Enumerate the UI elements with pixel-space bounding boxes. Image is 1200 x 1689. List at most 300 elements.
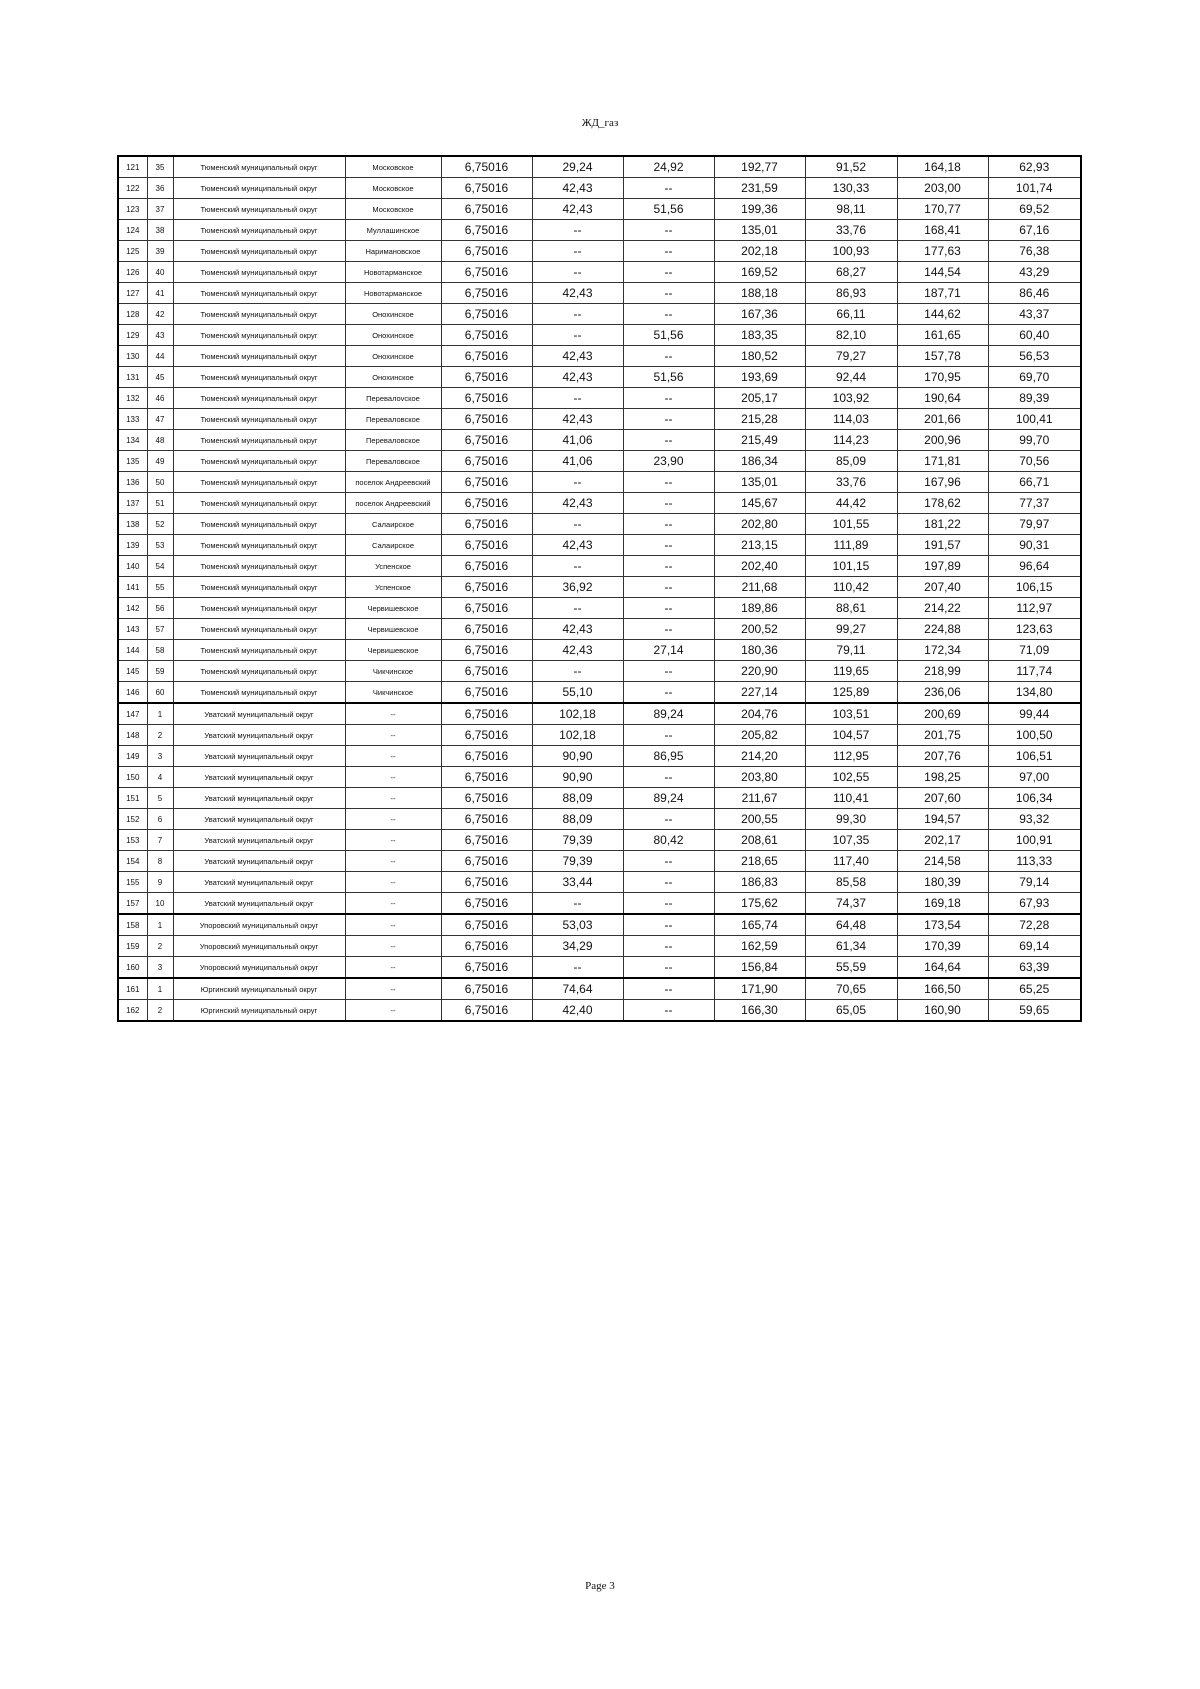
value-cell: --	[623, 978, 714, 1000]
municipality-cell: Тюменский муниципальный округ	[173, 304, 345, 325]
row-number-cell: 3	[147, 746, 173, 767]
value-cell: 98,11	[805, 199, 897, 220]
value-cell: --	[623, 893, 714, 915]
value-cell: 168,41	[897, 220, 988, 241]
row-index-cell: 146	[118, 682, 147, 704]
value-cell: 51,56	[623, 367, 714, 388]
value-cell: 42,43	[532, 178, 623, 199]
value-cell: 6,75016	[441, 262, 532, 283]
settlement-cell: Червишевское	[345, 619, 441, 640]
value-cell: 166,50	[897, 978, 988, 1000]
value-cell: --	[623, 577, 714, 598]
table-row	[118, 619, 1081, 640]
value-cell: 202,80	[714, 514, 805, 535]
settlement-cell: Новотарманское	[345, 262, 441, 283]
value-cell: 79,39	[532, 851, 623, 872]
value-cell: 170,77	[897, 199, 988, 220]
value-cell: 66,71	[988, 472, 1081, 493]
settlement-cell: Московское	[345, 156, 441, 178]
settlement-cell: Червишевское	[345, 640, 441, 661]
value-cell: 6,75016	[441, 346, 532, 367]
row-number-cell: 57	[147, 619, 173, 640]
value-cell: 164,64	[897, 957, 988, 979]
row-number-cell: 55	[147, 577, 173, 598]
value-cell: --	[623, 535, 714, 556]
value-cell: --	[623, 767, 714, 788]
value-cell: 6,75016	[441, 241, 532, 262]
table-row	[118, 893, 1081, 915]
value-cell: 89,24	[623, 703, 714, 725]
value-cell: 42,43	[532, 493, 623, 514]
settlement-cell: --	[345, 978, 441, 1000]
value-cell: 188,18	[714, 283, 805, 304]
value-cell: 79,27	[805, 346, 897, 367]
table-row	[118, 682, 1081, 704]
row-index-cell: 125	[118, 241, 147, 262]
value-cell: 119,65	[805, 661, 897, 682]
value-cell: 6,75016	[441, 451, 532, 472]
table-row	[118, 199, 1081, 220]
settlement-cell: Перевалovское	[345, 388, 441, 409]
value-cell: 170,39	[897, 936, 988, 957]
row-index-cell: 136	[118, 472, 147, 493]
table-row	[118, 661, 1081, 682]
value-cell: 100,50	[988, 725, 1081, 746]
value-cell: 167,96	[897, 472, 988, 493]
municipality-cell: Тюменский муниципальный округ	[173, 661, 345, 682]
value-cell: 201,66	[897, 409, 988, 430]
value-cell: 65,05	[805, 1000, 897, 1022]
settlement-cell: Московское	[345, 199, 441, 220]
row-number-cell: 36	[147, 178, 173, 199]
value-cell: 100,93	[805, 241, 897, 262]
value-cell: 205,82	[714, 725, 805, 746]
settlement-cell: --	[345, 703, 441, 725]
table-row	[118, 283, 1081, 304]
value-cell: 27,14	[623, 640, 714, 661]
row-index-cell: 148	[118, 725, 147, 746]
municipality-cell: Тюменский муниципальный округ	[173, 472, 345, 493]
municipality-cell: Тюменский муниципальный округ	[173, 220, 345, 241]
value-cell: 102,18	[532, 703, 623, 725]
value-cell: --	[623, 430, 714, 451]
row-index-cell: 135	[118, 451, 147, 472]
value-cell: --	[623, 262, 714, 283]
row-number-cell: 35	[147, 156, 173, 178]
value-cell: --	[623, 493, 714, 514]
value-cell: 170,95	[897, 367, 988, 388]
value-cell: 88,61	[805, 598, 897, 619]
value-cell: 6,75016	[441, 830, 532, 851]
value-cell: 100,41	[988, 409, 1081, 430]
value-cell: 135,01	[714, 472, 805, 493]
settlement-cell: Онохинское	[345, 367, 441, 388]
municipality-cell: Юргинский муниципальный округ	[173, 978, 345, 1000]
municipality-cell: Уватский муниципальный округ	[173, 851, 345, 872]
value-cell: 51,56	[623, 325, 714, 346]
value-cell: 66,11	[805, 304, 897, 325]
row-index-cell: 147	[118, 703, 147, 725]
settlement-cell: Онохинское	[345, 325, 441, 346]
row-index-cell: 145	[118, 661, 147, 682]
municipality-cell: Тюменский муниципальный округ	[173, 640, 345, 661]
value-cell: 79,97	[988, 514, 1081, 535]
value-cell: 114,23	[805, 430, 897, 451]
municipality-cell: Тюменский муниципальный округ	[173, 156, 345, 178]
table-row	[118, 262, 1081, 283]
table-row	[118, 577, 1081, 598]
value-cell: 193,69	[714, 367, 805, 388]
value-cell: 6,75016	[441, 283, 532, 304]
value-cell: 79,14	[988, 872, 1081, 893]
value-cell: 6,75016	[441, 388, 532, 409]
value-cell: --	[532, 556, 623, 577]
settlement-cell: --	[345, 767, 441, 788]
value-cell: 89,24	[623, 788, 714, 809]
value-cell: --	[623, 936, 714, 957]
row-number-cell: 60	[147, 682, 173, 704]
municipality-cell: Уватский муниципальный округ	[173, 746, 345, 767]
value-cell: 42,40	[532, 1000, 623, 1022]
value-cell: 6,75016	[441, 514, 532, 535]
row-number-cell: 9	[147, 872, 173, 893]
row-number-cell: 59	[147, 661, 173, 682]
value-cell: 215,28	[714, 409, 805, 430]
value-cell: 6,75016	[441, 640, 532, 661]
value-cell: 211,67	[714, 788, 805, 809]
value-cell: 41,06	[532, 430, 623, 451]
value-cell: 88,09	[532, 788, 623, 809]
value-cell: 77,37	[988, 493, 1081, 514]
row-number-cell: 10	[147, 893, 173, 915]
table-row	[118, 598, 1081, 619]
settlement-cell: --	[345, 936, 441, 957]
value-cell: --	[623, 809, 714, 830]
value-cell: --	[623, 220, 714, 241]
value-cell: 6,75016	[441, 577, 532, 598]
value-cell: 224,88	[897, 619, 988, 640]
row-index-cell: 132	[118, 388, 147, 409]
value-cell: --	[623, 598, 714, 619]
value-cell: 214,20	[714, 746, 805, 767]
settlement-cell: Успенское	[345, 577, 441, 598]
row-number-cell: 2	[147, 936, 173, 957]
value-cell: 6,75016	[441, 1000, 532, 1022]
table-row	[118, 809, 1081, 830]
value-cell: 99,44	[988, 703, 1081, 725]
settlement-cell: --	[345, 957, 441, 979]
row-index-cell: 134	[118, 430, 147, 451]
value-cell: 144,62	[897, 304, 988, 325]
value-cell: 200,52	[714, 619, 805, 640]
municipality-cell: Уватский муниципальный округ	[173, 872, 345, 893]
value-cell: 6,75016	[441, 682, 532, 704]
value-cell: 6,75016	[441, 220, 532, 241]
row-number-cell: 45	[147, 367, 173, 388]
value-cell: 99,70	[988, 430, 1081, 451]
value-cell: --	[623, 1000, 714, 1022]
value-cell: 42,43	[532, 409, 623, 430]
value-cell: 180,36	[714, 640, 805, 661]
value-cell: 190,64	[897, 388, 988, 409]
row-number-cell: 7	[147, 830, 173, 851]
value-cell: 86,93	[805, 283, 897, 304]
table-row	[118, 325, 1081, 346]
municipality-cell: Тюменский муниципальный округ	[173, 535, 345, 556]
value-cell: 36,92	[532, 577, 623, 598]
value-cell: --	[532, 957, 623, 979]
settlement-cell: --	[345, 809, 441, 830]
value-cell: 203,80	[714, 767, 805, 788]
value-cell: 202,40	[714, 556, 805, 577]
value-cell: 6,75016	[441, 978, 532, 1000]
row-index-cell: 160	[118, 957, 147, 979]
municipality-cell: Тюменский муниципальный округ	[173, 577, 345, 598]
settlement-cell: --	[345, 725, 441, 746]
value-cell: 6,75016	[441, 367, 532, 388]
value-cell: 6,75016	[441, 893, 532, 915]
row-number-cell: 42	[147, 304, 173, 325]
row-index-cell: 159	[118, 936, 147, 957]
value-cell: 67,93	[988, 893, 1081, 915]
municipality-cell: Тюменский муниципальный округ	[173, 346, 345, 367]
value-cell: 96,64	[988, 556, 1081, 577]
value-cell: 198,25	[897, 767, 988, 788]
value-cell: 220,90	[714, 661, 805, 682]
value-cell: 70,56	[988, 451, 1081, 472]
settlement-cell: Успенское	[345, 556, 441, 577]
table-row	[118, 957, 1081, 979]
row-number-cell: 37	[147, 199, 173, 220]
value-cell: 199,36	[714, 199, 805, 220]
value-cell: 56,53	[988, 346, 1081, 367]
settlement-cell: Наримановское	[345, 241, 441, 262]
value-cell: 165,74	[714, 914, 805, 936]
settlement-cell: Червишевское	[345, 598, 441, 619]
settlement-cell: Муллашинское	[345, 220, 441, 241]
row-number-cell: 56	[147, 598, 173, 619]
municipality-cell: Уватский муниципальный округ	[173, 830, 345, 851]
value-cell: --	[623, 304, 714, 325]
municipality-cell: Упоровский муниципальный округ	[173, 936, 345, 957]
value-cell: 200,69	[897, 703, 988, 725]
row-index-cell: 123	[118, 199, 147, 220]
value-cell: 172,34	[897, 640, 988, 661]
value-cell: --	[623, 556, 714, 577]
value-cell: 90,90	[532, 767, 623, 788]
table-row	[118, 535, 1081, 556]
value-cell: 42,43	[532, 346, 623, 367]
value-cell: 24,92	[623, 156, 714, 178]
settlement-cell: Салаирское	[345, 535, 441, 556]
value-cell: 6,75016	[441, 767, 532, 788]
row-index-cell: 139	[118, 535, 147, 556]
value-cell: --	[623, 388, 714, 409]
value-cell: 99,30	[805, 809, 897, 830]
row-number-cell: 3	[147, 957, 173, 979]
value-cell: 60,40	[988, 325, 1081, 346]
row-number-cell: 2	[147, 1000, 173, 1022]
value-cell: 177,63	[897, 241, 988, 262]
value-cell: 29,24	[532, 156, 623, 178]
row-number-cell: 2	[147, 725, 173, 746]
value-cell: 6,75016	[441, 788, 532, 809]
value-cell: --	[623, 914, 714, 936]
value-cell: 117,74	[988, 661, 1081, 682]
value-cell: --	[532, 598, 623, 619]
value-cell: 89,39	[988, 388, 1081, 409]
settlement-cell: --	[345, 914, 441, 936]
value-cell: 6,75016	[441, 409, 532, 430]
value-cell: --	[623, 725, 714, 746]
value-cell: --	[532, 262, 623, 283]
value-cell: --	[623, 661, 714, 682]
value-cell: 101,55	[805, 514, 897, 535]
value-cell: --	[623, 409, 714, 430]
row-number-cell: 41	[147, 283, 173, 304]
value-cell: --	[532, 304, 623, 325]
settlement-cell: поселок Андреевский	[345, 472, 441, 493]
value-cell: 187,71	[897, 283, 988, 304]
value-cell: 42,43	[532, 640, 623, 661]
table-row	[118, 914, 1081, 936]
municipality-cell: Тюменский муниципальный округ	[173, 451, 345, 472]
value-cell: 43,29	[988, 262, 1081, 283]
value-cell: 71,09	[988, 640, 1081, 661]
table-row	[118, 346, 1081, 367]
row-number-cell: 52	[147, 514, 173, 535]
row-number-cell: 8	[147, 851, 173, 872]
value-cell: 145,67	[714, 493, 805, 514]
row-index-cell: 130	[118, 346, 147, 367]
value-cell: 106,51	[988, 746, 1081, 767]
value-cell: 171,90	[714, 978, 805, 1000]
value-cell: 44,42	[805, 493, 897, 514]
municipality-cell: Уватский муниципальный округ	[173, 767, 345, 788]
value-cell: 79,39	[532, 830, 623, 851]
value-cell: 99,27	[805, 619, 897, 640]
value-cell: 180,39	[897, 872, 988, 893]
value-cell: 69,52	[988, 199, 1081, 220]
table-row	[118, 703, 1081, 725]
value-cell: 202,18	[714, 241, 805, 262]
municipality-cell: Тюменский муниципальный округ	[173, 430, 345, 451]
value-cell: 156,84	[714, 957, 805, 979]
value-cell: 202,17	[897, 830, 988, 851]
value-cell: 203,00	[897, 178, 988, 199]
value-cell: 55,10	[532, 682, 623, 704]
row-index-cell: 131	[118, 367, 147, 388]
value-cell: 166,30	[714, 1000, 805, 1022]
value-cell: 86,46	[988, 283, 1081, 304]
settlement-cell: --	[345, 872, 441, 893]
value-cell: 218,99	[897, 661, 988, 682]
row-index-cell: 162	[118, 1000, 147, 1022]
municipality-cell: Тюменский муниципальный округ	[173, 178, 345, 199]
value-cell: 171,81	[897, 451, 988, 472]
value-cell: --	[623, 283, 714, 304]
settlement-cell: --	[345, 893, 441, 915]
row-number-cell: 1	[147, 978, 173, 1000]
municipality-cell: Тюменский муниципальный округ	[173, 514, 345, 535]
table-row	[118, 1000, 1081, 1022]
value-cell: 107,35	[805, 830, 897, 851]
value-cell: 205,17	[714, 388, 805, 409]
value-cell: 106,15	[988, 577, 1081, 598]
value-cell: 191,57	[897, 535, 988, 556]
value-cell: 74,37	[805, 893, 897, 915]
value-cell: 208,61	[714, 830, 805, 851]
value-cell: 200,55	[714, 809, 805, 830]
municipality-cell: Тюменский муниципальный округ	[173, 409, 345, 430]
value-cell: 200,96	[897, 430, 988, 451]
value-cell: 101,74	[988, 178, 1081, 199]
settlement-cell: Новотарманское	[345, 283, 441, 304]
municipality-cell: Тюменский муниципальный округ	[173, 388, 345, 409]
value-cell: 204,76	[714, 703, 805, 725]
value-cell: 102,18	[532, 725, 623, 746]
value-cell: 6,75016	[441, 746, 532, 767]
settlement-cell: Переваловское	[345, 409, 441, 430]
row-number-cell: 39	[147, 241, 173, 262]
value-cell: 69,14	[988, 936, 1081, 957]
value-cell: 173,54	[897, 914, 988, 936]
row-index-cell: 140	[118, 556, 147, 577]
row-index-cell: 138	[118, 514, 147, 535]
value-cell: 183,35	[714, 325, 805, 346]
value-cell: 102,55	[805, 767, 897, 788]
table-row	[118, 851, 1081, 872]
value-cell: 227,14	[714, 682, 805, 704]
row-index-cell: 137	[118, 493, 147, 514]
value-cell: 134,80	[988, 682, 1081, 704]
row-index-cell: 157	[118, 893, 147, 915]
value-cell: 69,70	[988, 367, 1081, 388]
municipality-cell: Тюменский муниципальный округ	[173, 325, 345, 346]
value-cell: 111,89	[805, 535, 897, 556]
value-cell: --	[623, 472, 714, 493]
value-cell: 6,75016	[441, 957, 532, 979]
value-cell: 6,75016	[441, 851, 532, 872]
value-cell: --	[623, 619, 714, 640]
row-index-cell: 121	[118, 156, 147, 178]
value-cell: 130,33	[805, 178, 897, 199]
value-cell: 125,89	[805, 682, 897, 704]
value-cell: 6,75016	[441, 556, 532, 577]
value-cell: 162,59	[714, 936, 805, 957]
value-cell: 6,75016	[441, 430, 532, 451]
value-cell: 236,06	[897, 682, 988, 704]
value-cell: 42,43	[532, 283, 623, 304]
settlement-cell: --	[345, 851, 441, 872]
table-row	[118, 936, 1081, 957]
table-row	[118, 472, 1081, 493]
value-cell: 117,40	[805, 851, 897, 872]
row-number-cell: 5	[147, 788, 173, 809]
municipality-cell: Уватский муниципальный округ	[173, 725, 345, 746]
municipality-cell: Упоровский муниципальный округ	[173, 914, 345, 936]
settlement-cell: Переваловское	[345, 451, 441, 472]
value-cell: --	[623, 178, 714, 199]
value-cell: 6,75016	[441, 598, 532, 619]
row-index-cell: 124	[118, 220, 147, 241]
value-cell: 90,31	[988, 535, 1081, 556]
value-cell: 192,77	[714, 156, 805, 178]
value-cell: 33,76	[805, 472, 897, 493]
row-number-cell: 1	[147, 703, 173, 725]
value-cell: 97,00	[988, 767, 1081, 788]
row-number-cell: 51	[147, 493, 173, 514]
